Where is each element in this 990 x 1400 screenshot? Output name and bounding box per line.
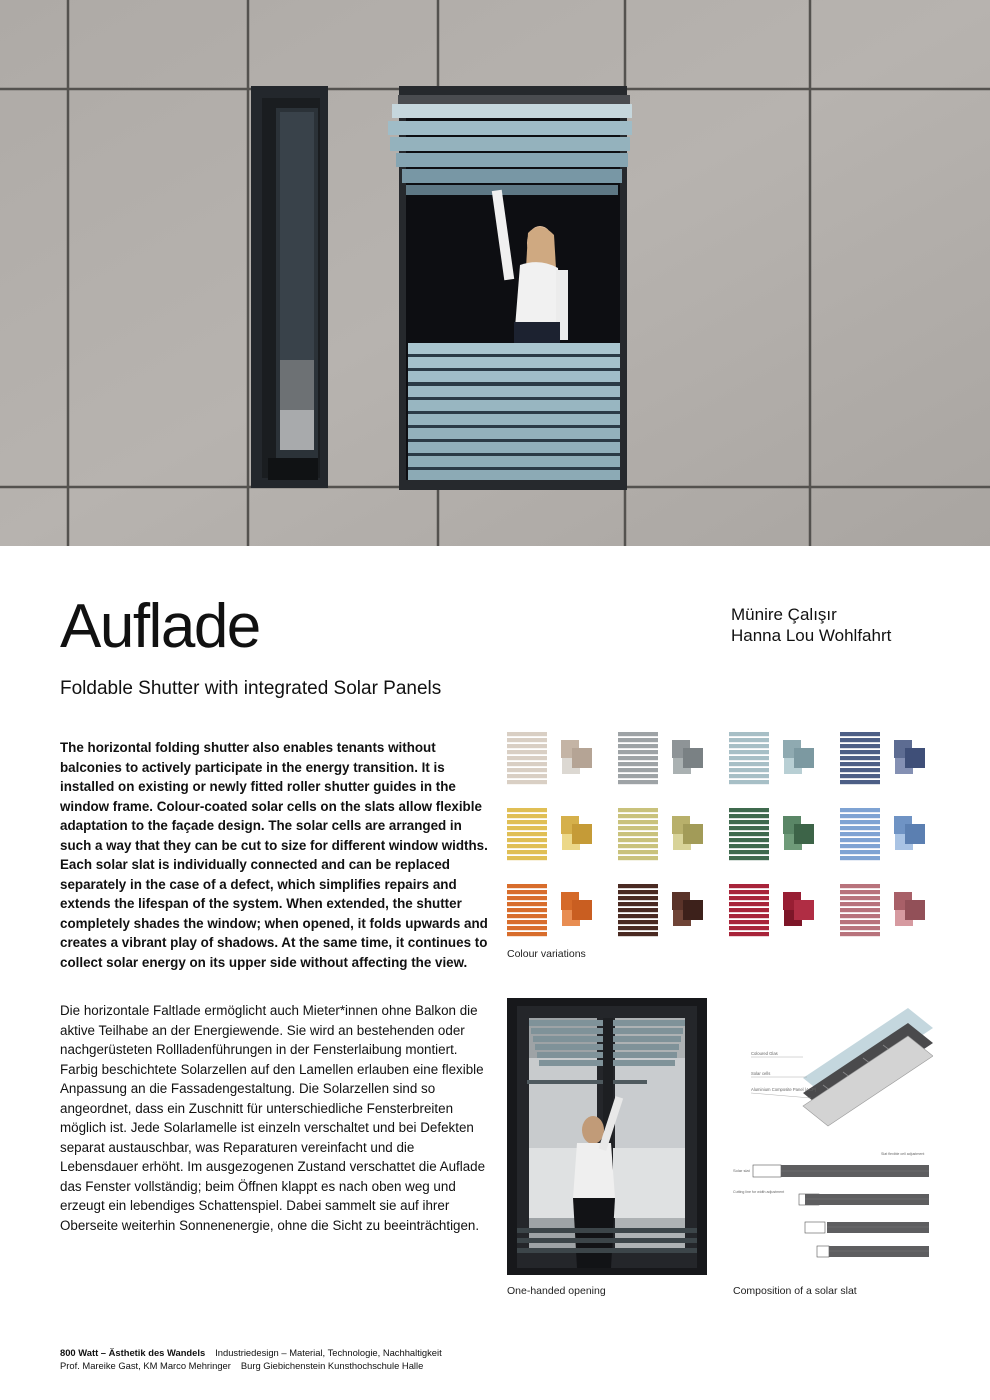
- swatch-stripe: [507, 932, 547, 936]
- swatch-stripe: [618, 926, 658, 930]
- swatch-stripe: [840, 856, 880, 860]
- swatch-stripe: [507, 774, 547, 778]
- swatch-stripe: [618, 826, 658, 830]
- swatch-stripe: [618, 814, 658, 818]
- label-cutting-line: Cutting line for width adjustment: [733, 1190, 785, 1194]
- swatch-square: [683, 748, 703, 768]
- swatch-stripe: [507, 744, 547, 748]
- swatch-stripe: [729, 732, 769, 736]
- swatch-stripe: [840, 908, 880, 912]
- swatch-stripe: [618, 884, 658, 888]
- swatch-stripe: [729, 762, 769, 766]
- swatch-stripe: [507, 896, 547, 900]
- swatch-stripe: [840, 808, 880, 812]
- swatch-stripe: [840, 890, 880, 894]
- swatch-stripe: [840, 844, 880, 848]
- swatch-stripe: [507, 832, 547, 836]
- swatch-stripe: [729, 744, 769, 748]
- caption-colour-variations: Colour variations: [507, 948, 586, 960]
- swatch-stripe: [507, 908, 547, 912]
- swatch-stripe: [618, 780, 658, 784]
- swatch-square: [905, 824, 925, 844]
- label-aluminium-panel: Aluminium Composite Panel (ACP): [751, 1087, 817, 1092]
- swatch-stripe: [618, 890, 658, 894]
- swatch-stripe: [507, 902, 547, 906]
- swatch-stripe: [840, 814, 880, 818]
- swatch-stripe: [507, 756, 547, 760]
- swatch-stripe: [840, 820, 880, 824]
- swatch-stripe: [840, 884, 880, 888]
- swatch-stripe: [840, 902, 880, 906]
- swatch-stripe: [507, 762, 547, 766]
- swatch-square: [572, 824, 592, 844]
- hero-photo: [0, 0, 990, 546]
- colour-variation: [729, 884, 814, 936]
- swatch-stripe: [729, 908, 769, 912]
- swatch-stripe: [618, 732, 658, 736]
- label-solar-cells: Solar cells: [751, 1071, 771, 1076]
- label-solar-slat: Solar slat: [733, 1168, 750, 1173]
- colour-variation: [618, 808, 703, 860]
- swatch-stripe: [840, 774, 880, 778]
- description-german: Die horizontale Faltlade ermöglicht auch Mieter*innen ohne Balkon die aktive Teilhabe an der Energiewende. Sie wird an bestehenden oder nachgerüsteten Rollladenführungen in der Fensterlaibung montiert. Farbig beschichtete Solarzellen auf den Lamellen erlauben eine flexible Anpassung an die Fassadengestaltung. Die Solarzellen sind so angeordnet, dass ein Zuschnitt für unterschiedliche Fensterbreiten möglich ist. Jede Solarlamelle ist einzeln verschaltet und bei Defekten separat austauschbar, was Reparaturen vereinfacht und die Lebensdauer erhöht. Im ausgezogenen Zustand verschattet die Auflade das Fenster vollständig; beim Öffnen klappt es nach oben weg und erzeugt ein lebendiges Schattenspiel. Dabei sammelt sie auf ihrer Oberseite weiterhin Sonnenenergie, ohne die Sicht zu beeinträchtigen.: [60, 1003, 486, 1233]
- swatch-stripe: [840, 826, 880, 830]
- colour-variation: [729, 808, 814, 860]
- swatch-stripe: [729, 890, 769, 894]
- swatch-stripe: [618, 908, 658, 912]
- swatch-stripe: [729, 832, 769, 836]
- colour-variation: [507, 808, 592, 860]
- description-english: The horizontal folding shutter also enables tenants without balconies to actively participate in the energy transition. It is installed on existing or newly fitted roller shutter guides in the window frame. Colour-coated solar cells on the slats allow flexible adaptation to the façade design. The solar cells are arranged in such a way that they can be cut to size for different window widths. Each solar slat is individually connected and can be replaced separately in the case of a defect, which simplifies repairs and extends the lifespan of the system. When extended, the shutter completely shades the window; when opened, it folds upwards and creates a vibrant play of shadows. At the same time, it continues to collect solar energy on its upper side without affecting the view.: [60, 740, 488, 970]
- swatch-stripe: [618, 920, 658, 924]
- composition-diagram: [733, 998, 933, 1275]
- swatch-stripe: [840, 750, 880, 754]
- swatch-stripe: [729, 850, 769, 854]
- swatch-stripe: [840, 920, 880, 924]
- swatch-stripe: [618, 820, 658, 824]
- swatch-stripe: [618, 856, 658, 860]
- author-name: Hanna Lou Wohlfahrt: [731, 626, 892, 645]
- swatch-square: [683, 824, 703, 844]
- facade-illustration: [0, 0, 990, 546]
- swatch-stripe: [507, 814, 547, 818]
- swatch-square: [794, 900, 814, 920]
- swatch-stripe: [618, 844, 658, 848]
- swatch-stripe: [729, 774, 769, 778]
- colour-variation: [729, 732, 814, 784]
- swatch-stripe: [840, 738, 880, 742]
- swatch-square: [905, 748, 925, 768]
- swatch-stripe: [618, 932, 658, 936]
- colour-variation: [618, 884, 703, 936]
- swatch-stripe: [618, 756, 658, 760]
- colour-variation: [618, 732, 703, 784]
- swatch-stripe: [507, 768, 547, 772]
- label-flexible: Slat flexible cell adjustment: [881, 1152, 925, 1156]
- footer-course: Industriedesign – Material, Technologie, Nachhaltigkeit: [215, 1347, 442, 1358]
- swatch-stripe: [618, 738, 658, 742]
- swatch-stripe: [507, 826, 547, 830]
- swatch-stripe: [840, 926, 880, 930]
- swatch-stripe: [840, 850, 880, 854]
- swatch-stripe: [729, 750, 769, 754]
- solar-slat-diagram: [733, 998, 933, 1275]
- swatch-stripe: [729, 896, 769, 900]
- swatch-stripe: [507, 850, 547, 854]
- swatch-stripe: [729, 780, 769, 784]
- swatch-stripe: [840, 914, 880, 918]
- swatch-stripe: [840, 744, 880, 748]
- swatch-stripe: [729, 844, 769, 848]
- swatch-square: [572, 748, 592, 768]
- swatch-stripe: [507, 920, 547, 924]
- swatch-stripe: [507, 844, 547, 848]
- authors: [731, 604, 891, 646]
- swatch-stripe: [729, 856, 769, 860]
- swatch-stripe: [507, 890, 547, 894]
- narrow-window: [251, 86, 328, 488]
- caption-one-handed-opening: One-handed opening: [507, 1285, 606, 1297]
- colour-variation: [507, 732, 592, 784]
- swatch-square: [794, 748, 814, 768]
- swatch-stripe: [618, 808, 658, 812]
- swatch-stripe: [618, 762, 658, 766]
- colour-variation: [507, 884, 592, 936]
- swatch-stripe: [840, 932, 880, 936]
- footer-professors: Prof. Mareike Gast, KM Marco Mehringer: [60, 1360, 231, 1371]
- swatch-stripe: [840, 838, 880, 842]
- swatch-square: [572, 900, 592, 920]
- swatch-stripe: [729, 932, 769, 936]
- swatch-stripe: [618, 850, 658, 854]
- swatch-stripe: [729, 920, 769, 924]
- page-subtitle: Foldable Shutter with integrated Solar Panels: [60, 678, 442, 699]
- swatch-stripe: [729, 820, 769, 824]
- swatch-stripe: [507, 738, 547, 742]
- colour-variation: [840, 808, 925, 860]
- swatch-stripe: [729, 756, 769, 760]
- swatch-stripe: [729, 826, 769, 830]
- swatch-stripe: [618, 768, 658, 772]
- one-handed-opening-photo: [507, 998, 707, 1275]
- swatch-stripe: [840, 756, 880, 760]
- swatch-stripe: [840, 762, 880, 766]
- page-title: Auflade: [60, 592, 260, 661]
- swatch-stripe: [507, 820, 547, 824]
- opening-illustration: [507, 998, 707, 1275]
- swatch-stripe: [729, 838, 769, 842]
- swatch-stripe: [729, 884, 769, 888]
- swatch-stripe: [618, 832, 658, 836]
- swatch-stripe: [840, 780, 880, 784]
- swatch-stripe: [618, 838, 658, 842]
- footer-project: 800 Watt – Ästhetik des Wandels: [60, 1347, 206, 1358]
- main-window: [388, 86, 632, 490]
- swatch-stripe: [729, 914, 769, 918]
- label-coloured-glass: Coloured Glas: [751, 1051, 778, 1056]
- swatch-stripe: [507, 926, 547, 930]
- swatch-stripe: [729, 768, 769, 772]
- footer-school: Burg Giebichenstein Kunsthochschule Halle: [240, 1360, 424, 1371]
- swatch-square: [905, 900, 925, 920]
- swatch-stripe: [729, 814, 769, 818]
- swatch-stripe: [507, 838, 547, 842]
- swatch-stripe: [840, 768, 880, 772]
- swatch-stripe: [618, 750, 658, 754]
- swatch-stripe: [840, 832, 880, 836]
- swatch-stripe: [507, 856, 547, 860]
- swatch-stripe: [840, 732, 880, 736]
- colour-variation: [840, 884, 925, 936]
- swatch-stripe: [507, 732, 547, 736]
- swatch-stripe: [507, 808, 547, 812]
- author-name: Münire Çalışır: [731, 605, 837, 624]
- footer: [60, 1346, 442, 1372]
- swatch-stripe: [729, 902, 769, 906]
- swatch-stripe: [507, 750, 547, 754]
- swatch-stripe: [840, 896, 880, 900]
- swatch-square: [683, 900, 703, 920]
- lower-shutter: [408, 343, 620, 480]
- colour-swatches: [506, 732, 932, 942]
- swatch-stripe: [507, 884, 547, 888]
- swatch-stripe: [729, 738, 769, 742]
- colour-variations-grid: [506, 732, 932, 942]
- swatch-stripe: [618, 914, 658, 918]
- caption-composition: Composition of a solar slat: [733, 1285, 857, 1297]
- swatch-stripe: [618, 902, 658, 906]
- swatch-stripe: [618, 774, 658, 778]
- swatch-stripe: [618, 896, 658, 900]
- swatch-stripe: [507, 914, 547, 918]
- swatch-square: [794, 824, 814, 844]
- swatch-stripe: [618, 744, 658, 748]
- swatch-stripe: [729, 808, 769, 812]
- colour-variation: [840, 732, 925, 784]
- swatch-stripe: [729, 926, 769, 930]
- swatch-stripe: [507, 780, 547, 784]
